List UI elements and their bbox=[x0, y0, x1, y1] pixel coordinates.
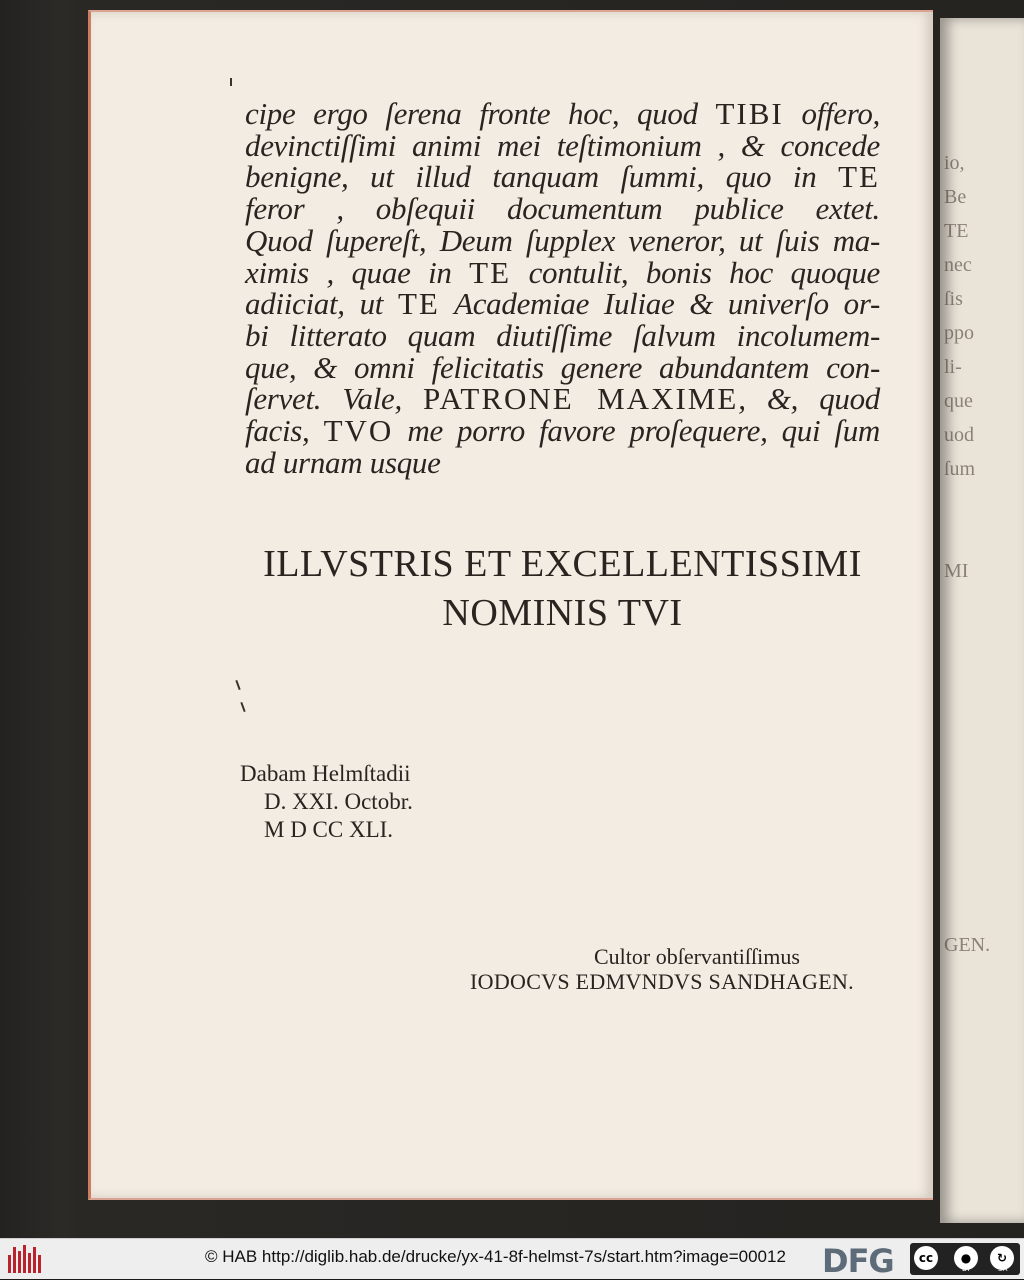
facing-page-fragment bbox=[944, 520, 1024, 554]
date-block bbox=[240, 760, 413, 844]
facing-page-fragment: que bbox=[944, 390, 973, 412]
facing-page-fragment bbox=[944, 724, 1024, 758]
facing-page-text bbox=[944, 146, 1024, 962]
body-line bbox=[245, 288, 880, 320]
facing-page-fragment bbox=[944, 826, 1024, 860]
margin-mark bbox=[230, 78, 232, 86]
small-caps-word: TVO bbox=[323, 413, 394, 449]
body-line bbox=[245, 254, 881, 290]
body-line bbox=[245, 383, 880, 415]
body-text: , &, quod bbox=[738, 381, 880, 417]
body-text: ſervet. Vale, bbox=[245, 381, 424, 417]
hab-logo-bar bbox=[23, 1245, 26, 1273]
body-line bbox=[245, 317, 880, 353]
date-line-year: M D CC XLI. bbox=[264, 817, 394, 842]
viewer-footer bbox=[0, 1238, 1024, 1279]
body-line bbox=[245, 98, 880, 130]
facing-page-fragment: io, bbox=[944, 152, 965, 174]
date-line-place: Dabam Helmſtadii bbox=[240, 761, 411, 786]
body-text: Quod ſupereſt, Deum ſupplex veneror, ut ſuis ma- bbox=[245, 222, 880, 258]
body-line bbox=[245, 349, 880, 385]
facing-page-edge bbox=[940, 18, 1024, 1223]
facing-page-fragment: TE bbox=[944, 220, 969, 242]
facing-page-fragment bbox=[944, 894, 1024, 928]
by-label: BY bbox=[962, 1265, 971, 1273]
signature-name: IODOCVS EDMVNDVS SANDHAGEN. bbox=[470, 969, 854, 994]
dfg-logo-icon[interactable]: DFG bbox=[822, 1242, 894, 1280]
facing-page-fragment bbox=[944, 690, 1024, 724]
body-text: benigne, ut illud tanquam ſummi, quo in bbox=[245, 159, 839, 195]
small-caps-word: TE bbox=[469, 254, 512, 290]
hab-logo-icon[interactable] bbox=[8, 1245, 42, 1273]
small-caps-word: PATRONE MAXIME bbox=[423, 381, 739, 417]
closing-title-line-2: NOMINIS TVI bbox=[442, 592, 683, 634]
closing-title-line-1: ILLVSTRIS ET EXCELLENTISSIMI bbox=[263, 543, 862, 585]
body-text: Academiae Iuliae & univerſo or- bbox=[439, 286, 880, 322]
facing-page-fragment bbox=[944, 588, 1024, 622]
facing-page-fragment bbox=[944, 656, 1024, 690]
date-line-day: D. XXI. Octobr. bbox=[264, 789, 413, 814]
facing-page-fragment bbox=[944, 860, 1024, 894]
body-line bbox=[245, 127, 880, 163]
body-text: offero, bbox=[783, 96, 881, 131]
body-line bbox=[245, 193, 880, 225]
body-text: bi litterato quam diutiſſime ſalvum incolumem- bbox=[245, 317, 880, 353]
facing-page-fragment: MI bbox=[944, 560, 969, 582]
facing-page-fragment: Be bbox=[944, 186, 967, 208]
body-line bbox=[245, 161, 880, 193]
hab-logo-bar bbox=[13, 1247, 16, 1273]
body-line bbox=[245, 444, 880, 480]
body-text: adiiciat, ut bbox=[245, 286, 398, 322]
hab-logo-bar bbox=[38, 1255, 41, 1273]
sa-icon: ↻ bbox=[990, 1246, 1014, 1270]
body-text: que, & omni felicitatis genere abundantem con- bbox=[245, 349, 880, 385]
facing-page-fragment: uod bbox=[944, 424, 974, 446]
hab-logo-bar bbox=[8, 1255, 11, 1273]
by-icon: ● bbox=[954, 1246, 978, 1270]
body-line bbox=[245, 415, 880, 447]
small-caps-word: TIBI bbox=[715, 96, 784, 131]
body-text: contulit, bonis hoc quoque bbox=[511, 254, 881, 290]
letter-body bbox=[245, 98, 880, 478]
body-text: feror , obſequii documentum publice extet. bbox=[245, 191, 880, 227]
facing-page-fragment: ppo bbox=[944, 322, 974, 344]
body-text: me porro favore proſequere, qui ſum bbox=[393, 413, 880, 449]
facing-page-fragment: ſis bbox=[944, 288, 963, 310]
facing-page-fragment bbox=[944, 758, 1024, 792]
sa-label: SA bbox=[998, 1265, 1008, 1273]
hab-logo-bar bbox=[18, 1251, 21, 1273]
signature-block bbox=[470, 944, 854, 994]
cc-license-badge[interactable] bbox=[910, 1243, 1020, 1275]
body-text: ximis , quae in bbox=[245, 254, 470, 290]
source-url[interactable]: © HAB http://diglib.hab.de/drucke/yx-41-8f-helmst-7s/start.htm?image=00012 bbox=[205, 1247, 786, 1266]
signature-salutation: Cultor obſervantiſſimus bbox=[594, 944, 800, 969]
hab-logo-bar bbox=[33, 1247, 36, 1273]
body-text: devinctiſſimi animi mei teſtimonium , & concede bbox=[245, 127, 880, 163]
facing-page-fragment: li- bbox=[944, 356, 962, 378]
facing-page-fragment bbox=[944, 622, 1024, 656]
small-caps-word: TE bbox=[838, 159, 880, 195]
facing-page-fragment: nec bbox=[944, 254, 972, 276]
small-caps-word: TE bbox=[397, 286, 440, 322]
body-text: facis, bbox=[245, 413, 324, 449]
body-text: cipe ergo ſerena fronte hoc, quod bbox=[245, 96, 716, 131]
hab-logo-bar bbox=[28, 1253, 31, 1273]
facing-page-fragment bbox=[944, 486, 1024, 520]
facing-page-fragment: ſum bbox=[944, 458, 976, 480]
body-text: ad urnam usque bbox=[245, 444, 441, 480]
facing-page-fragment: GEN. bbox=[944, 934, 991, 956]
body-line bbox=[245, 222, 880, 258]
cc-icon: cc bbox=[914, 1246, 938, 1270]
facing-page-fragment bbox=[944, 792, 1024, 826]
